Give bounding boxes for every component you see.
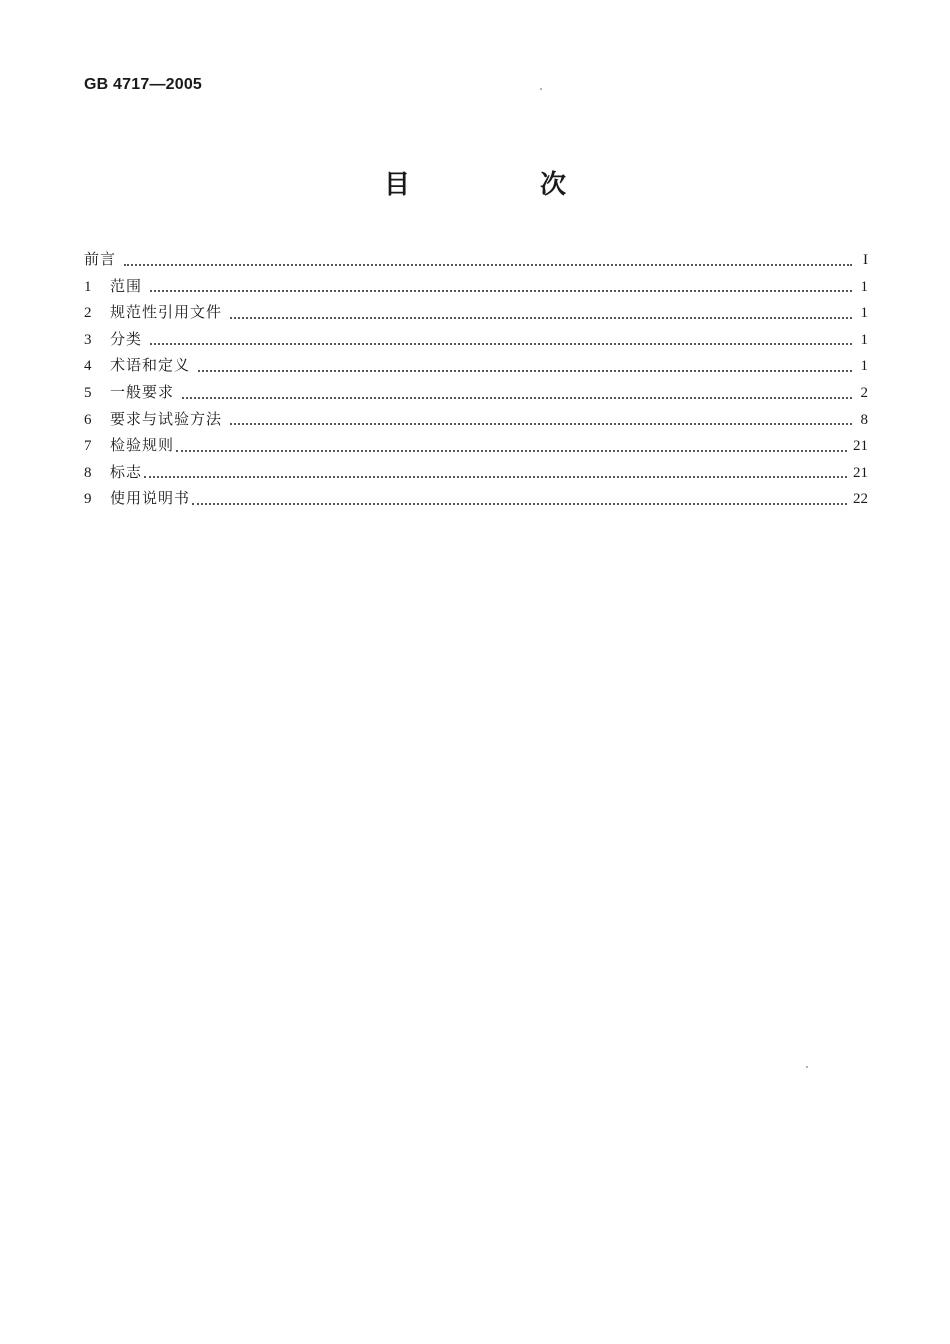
toc-entry-page: 22 xyxy=(853,491,868,508)
toc-entry-page: 21 xyxy=(853,438,868,455)
toc-title: 目 次 xyxy=(383,170,618,200)
scan-speck xyxy=(806,1066,808,1068)
toc-entry-number: 6 xyxy=(84,411,92,428)
toc-entry-page: 8 xyxy=(860,411,868,428)
toc-entry-6[interactable] xyxy=(84,408,868,435)
toc-entry-8[interactable] xyxy=(84,461,868,488)
toc-entry-page: 1 xyxy=(860,305,868,322)
toc-entry-4[interactable] xyxy=(84,354,868,381)
toc-entry-page: 1 xyxy=(860,278,868,295)
toc-entry-label: 使用说明书 xyxy=(110,489,191,508)
toc-entry-number: 9 xyxy=(84,491,92,508)
toc-leader-dots xyxy=(176,450,847,452)
toc-entry-label: 术语和定义 xyxy=(110,356,191,375)
toc-entry-label: 分类 xyxy=(110,329,143,348)
toc-entry-label: 检验规则 xyxy=(110,436,175,455)
toc-entry-page: 2 xyxy=(860,384,868,401)
toc-leader-dots xyxy=(150,343,852,345)
toc-entry-number: 4 xyxy=(84,358,92,375)
toc-entry-9[interactable] xyxy=(84,487,868,514)
scan-speck xyxy=(540,88,542,90)
toc-entry-label: 前言 xyxy=(84,250,117,268)
toc-leader-dots xyxy=(144,476,847,478)
toc-entry-number: 7 xyxy=(84,438,92,455)
toc-entry-page: 1 xyxy=(860,331,868,348)
toc-entry-3[interactable] xyxy=(84,328,868,355)
toc-entry-2[interactable] xyxy=(84,301,868,328)
toc-entry-1[interactable] xyxy=(84,275,868,302)
toc-entry-page: 1 xyxy=(860,358,868,375)
toc-leader-dots xyxy=(124,264,852,266)
toc-entry-5[interactable] xyxy=(84,381,868,408)
toc-entry-label: 规范性引用文件 xyxy=(110,303,223,322)
toc-entry-foreword[interactable] xyxy=(84,248,868,275)
toc-entry-7[interactable] xyxy=(84,434,868,461)
toc-entry-label: 要求与试验方法 xyxy=(110,409,223,428)
toc-leader-dots xyxy=(198,370,852,372)
toc-leader-dots xyxy=(182,397,852,399)
toc-entry-number: 3 xyxy=(84,331,92,348)
toc-leader-dots xyxy=(150,290,852,292)
toc-entry-number: 8 xyxy=(84,464,92,481)
toc-entry-number: 1 xyxy=(84,278,92,295)
standard-code: GB 4717—2005 xyxy=(84,76,203,93)
toc-entry-number: 2 xyxy=(84,305,92,322)
toc-entry-page: I xyxy=(863,252,868,268)
toc-entry-page: 21 xyxy=(853,464,868,481)
toc-entry-label: 标志 xyxy=(110,462,143,481)
toc-entry-label: 范围 xyxy=(110,276,143,295)
toc-entry-number: 5 xyxy=(84,384,92,401)
toc-entry-label: 一般要求 xyxy=(110,382,175,401)
toc-leader-dots xyxy=(230,423,852,425)
table-of-contents xyxy=(84,248,868,514)
toc-leader-dots xyxy=(192,503,847,505)
toc-leader-dots xyxy=(230,317,852,319)
